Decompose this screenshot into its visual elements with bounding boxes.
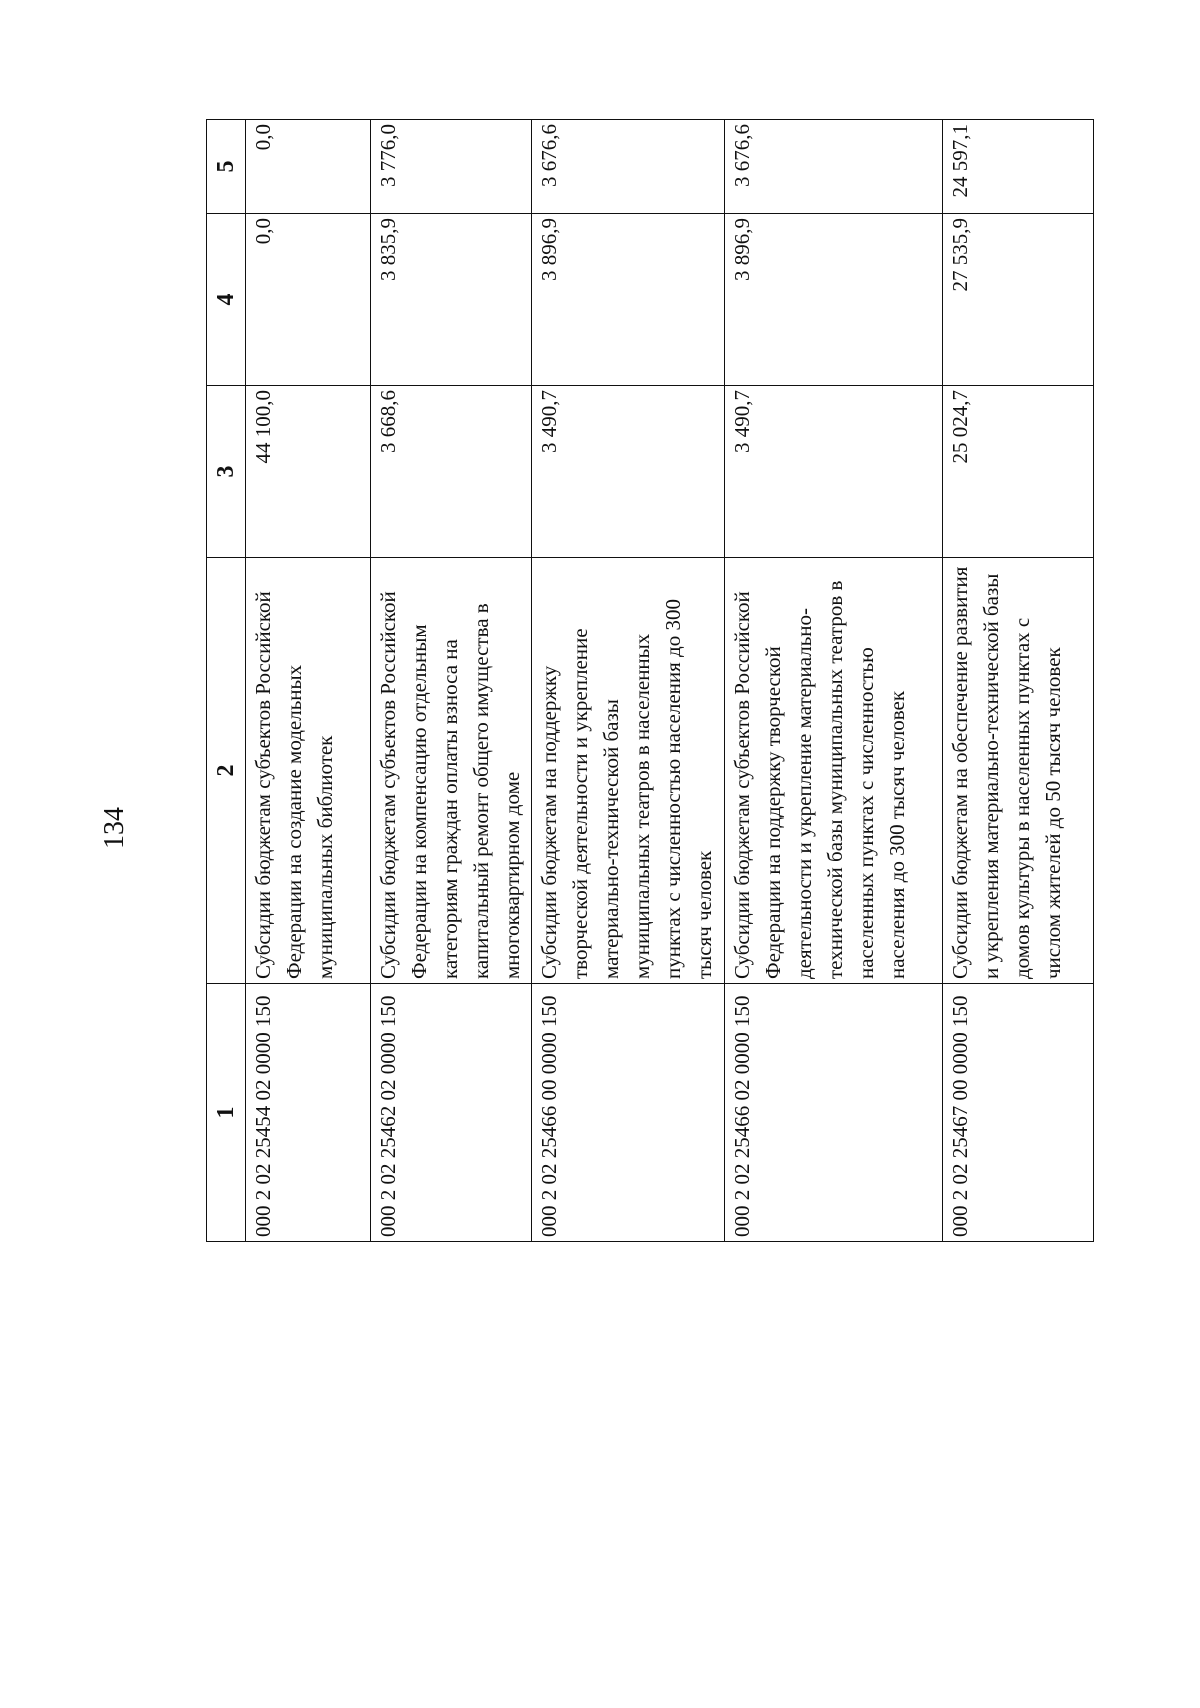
row-code: 000 2 02 25466 00 0000 150 [532, 984, 725, 1242]
row-value-col5: 3 676,6 [532, 120, 725, 214]
column-header-5: 5 [207, 120, 246, 214]
table-row [246, 120, 371, 1242]
row-value-col3: 25 024,7 [942, 386, 1093, 558]
row-description: Субсидии бюджетам субъектов Российской Федерации на компенсацию отдельным категориям граждан оплаты взноса на капитальный ремонт общего имущества в многоквартирном доме [371, 558, 532, 984]
row-description: Субсидии бюджетам на поддержку творческой деятельности и укрепление материально-технической базы муниципальных театров в населенных пунктах с численностью населения до 300 тысяч человек [532, 558, 725, 984]
row-value-col3: 3 490,7 [724, 386, 942, 558]
row-code: 000 2 02 25454 02 0000 150 [246, 984, 371, 1242]
table-row [724, 120, 942, 1242]
row-description: Субсидии бюджетам субъектов Российской Федерации на поддержку творческой деятельности и укрепление материально-технической базы муниципальных театров в населенных пунктах с численностью населения до 300 тысяч человек [724, 558, 942, 984]
table-row [942, 120, 1093, 1242]
row-value-col3: 3 668,6 [371, 386, 532, 558]
column-header-2: 2 [207, 558, 246, 984]
table-row [532, 120, 725, 1242]
row-value-col5: 3 676,6 [724, 120, 942, 214]
column-header-3: 3 [207, 386, 246, 558]
row-value-col3: 44 100,0 [246, 386, 371, 558]
row-value-col4: 3 835,9 [371, 214, 532, 386]
table-container [206, 120, 1094, 1242]
row-code: 000 2 02 25462 02 0000 150 [371, 984, 532, 1242]
row-value-col4: 0,0 [246, 214, 371, 386]
row-value-col5: 0,0 [246, 120, 371, 214]
row-code: 000 2 02 25466 02 0000 150 [724, 984, 942, 1242]
column-header-1: 1 [207, 984, 246, 1242]
row-value-col4: 3 896,9 [724, 214, 942, 386]
row-value-col4: 3 896,9 [532, 214, 725, 386]
header-row [207, 120, 246, 1242]
budget-table [206, 119, 1094, 1242]
row-value-col4: 27 535,9 [942, 214, 1093, 386]
row-description: Субсидии бюджетам субъектов Российской Федерации на создание модельных муниципальных библиотек [246, 558, 371, 984]
page-number: 134 [99, 807, 130, 849]
row-description: Субсидии бюджетам на обеспечение развития и укрепления материально-технической базы домов культуры в населенных пунктах с числом жителей до 50 тысяч человек [942, 558, 1093, 984]
column-header-4: 4 [207, 214, 246, 386]
rotated-table-frame [206, 120, 1094, 1242]
row-value-col5: 24 597,1 [942, 120, 1093, 214]
table-row [371, 120, 532, 1242]
row-value-col3: 3 490,7 [532, 386, 725, 558]
row-code: 000 2 02 25467 00 0000 150 [942, 984, 1093, 1242]
row-value-col5: 3 776,0 [371, 120, 532, 214]
